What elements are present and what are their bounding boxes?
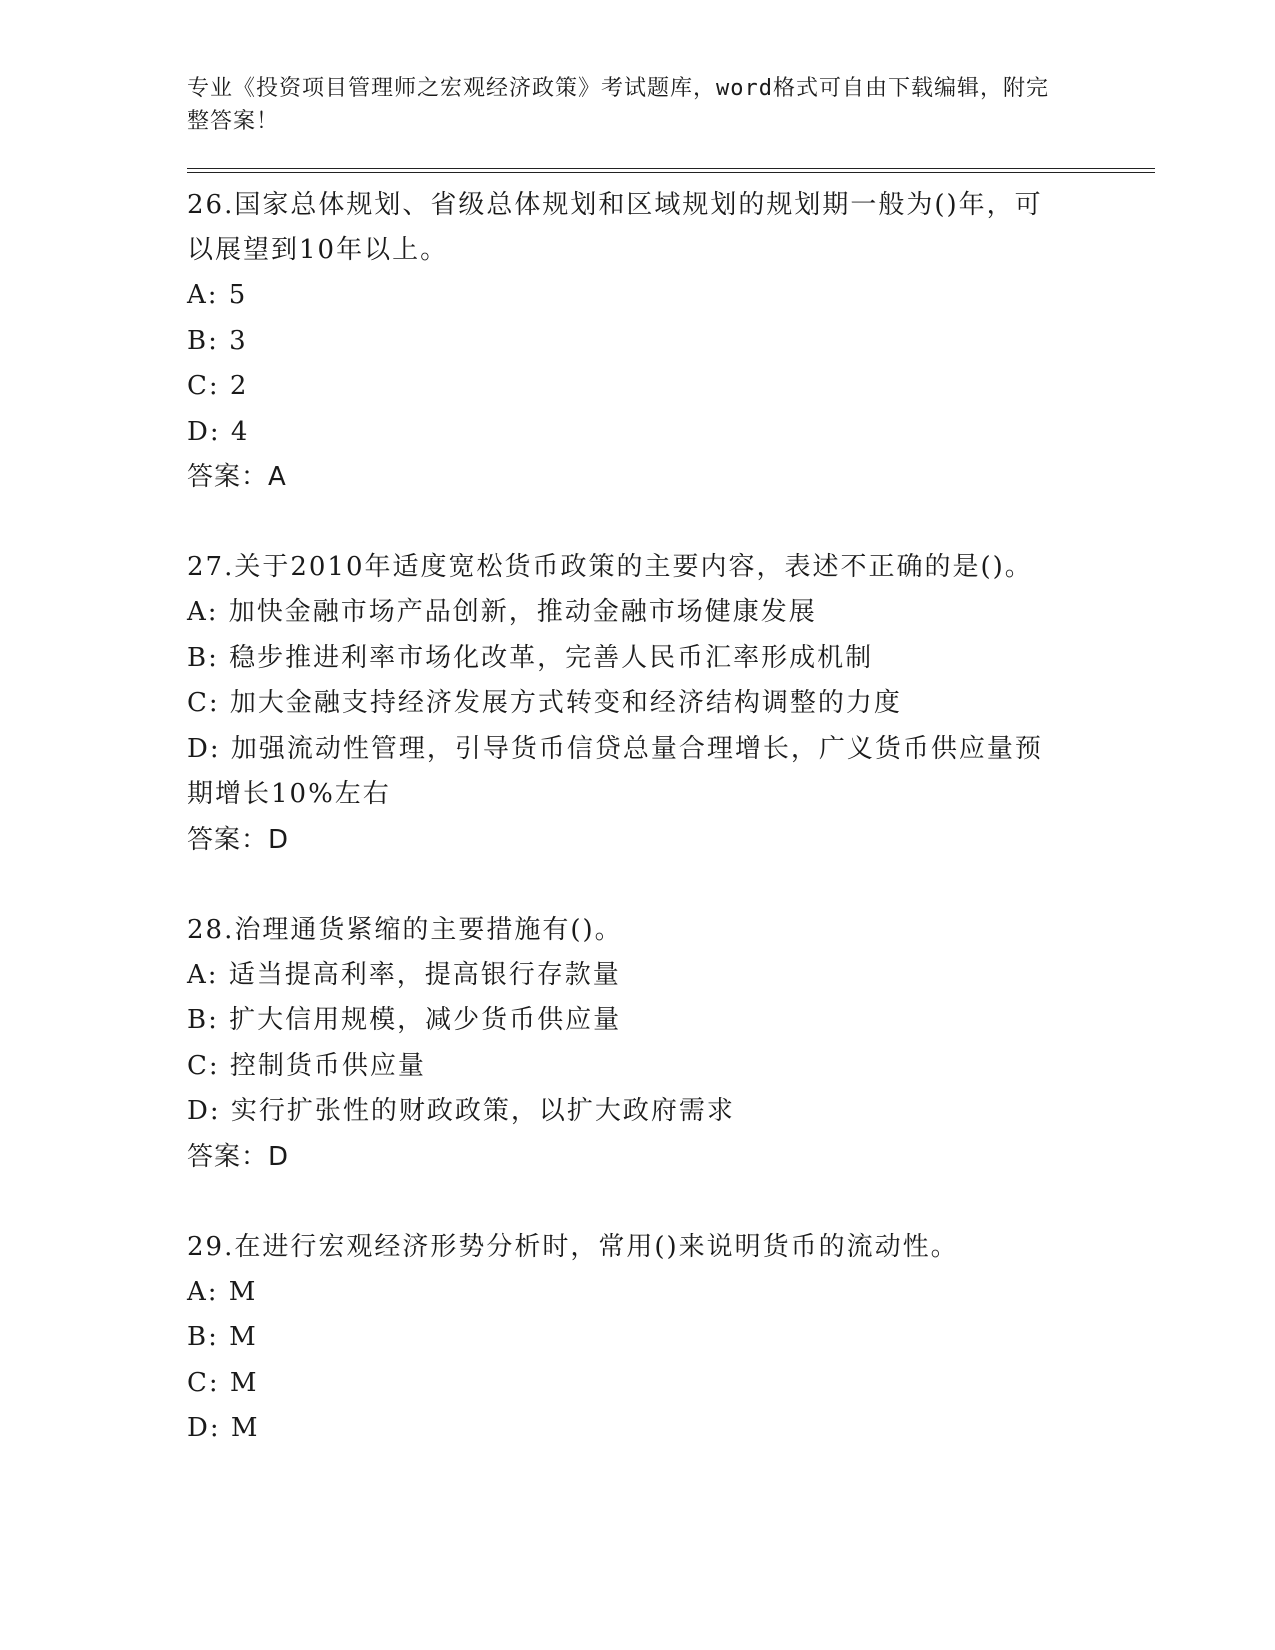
option-d: D: 4: [187, 416, 250, 447]
question-stem: 28.治理通货紧缩的主要措施有()。: [187, 914, 623, 945]
option-b: B: 扩大信用规模，减少货币供应量: [187, 1005, 622, 1035]
option-a: A: M: [187, 1276, 258, 1307]
question-spacer: [187, 500, 1157, 545]
option-b: B: 3: [187, 325, 248, 356]
question-26: [187, 183, 1157, 500]
question-27: [187, 545, 1157, 863]
question-stem: 26.国家总体规划、省级总体规划和区域规划的规划期一般为()年，可以展望到10年以上。: [187, 190, 1043, 265]
option-b: B: M: [187, 1322, 258, 1352]
option-d: D: 实行扩张性的财政政策，以扩大政府需求: [187, 1096, 735, 1126]
question-stem: 27.关于2010年适度宽松货币政策的主要内容，表述不正确的是()。: [187, 552, 1033, 582]
answer-line: 答案：D: [187, 824, 290, 855]
option-a: A: 5: [187, 280, 248, 310]
option-b: B: 稳步推进利率市场化改革，完善人民币汇率形成机制: [187, 642, 874, 673]
option-c: C: 2: [187, 371, 249, 401]
question-stem: 29.在进行宏观经济形势分析时，常用()来说明货币的流动性。: [187, 1231, 959, 1262]
option-a: A: 适当提高利率，提高银行存款量: [187, 959, 621, 990]
answer-line: 答案：D: [187, 1141, 290, 1172]
header-rule-top: [187, 168, 1155, 169]
question-28: [187, 908, 1157, 1180]
header-rule-bottom: [187, 172, 1155, 173]
option-d: D: 加强流动性管理，引导货币信贷总量合理增长，广义货币供应量预期增长10%左右: [187, 733, 1043, 809]
option-c: C: M: [187, 1367, 259, 1398]
option-a: A: 加快金融市场产品创新，推动金融市场健康发展: [187, 597, 817, 627]
option-c: C: 加大金融支持经济发展方式转变和经济结构调整的力度: [187, 688, 902, 718]
document-header: 专业《投资项目管理师之宏观经济政策》考试题库，word格式可自由下载编辑，附完整答案！: [187, 76, 1049, 134]
answer-line: 答案：A: [187, 462, 287, 492]
question-spacer: [187, 1180, 1157, 1225]
option-c: C: 控制货币供应量: [187, 1050, 426, 1081]
question-spacer: [187, 863, 1157, 908]
document-page: [187, 72, 1157, 1452]
question-29: [187, 1225, 1157, 1452]
option-d: D: M: [187, 1413, 260, 1443]
